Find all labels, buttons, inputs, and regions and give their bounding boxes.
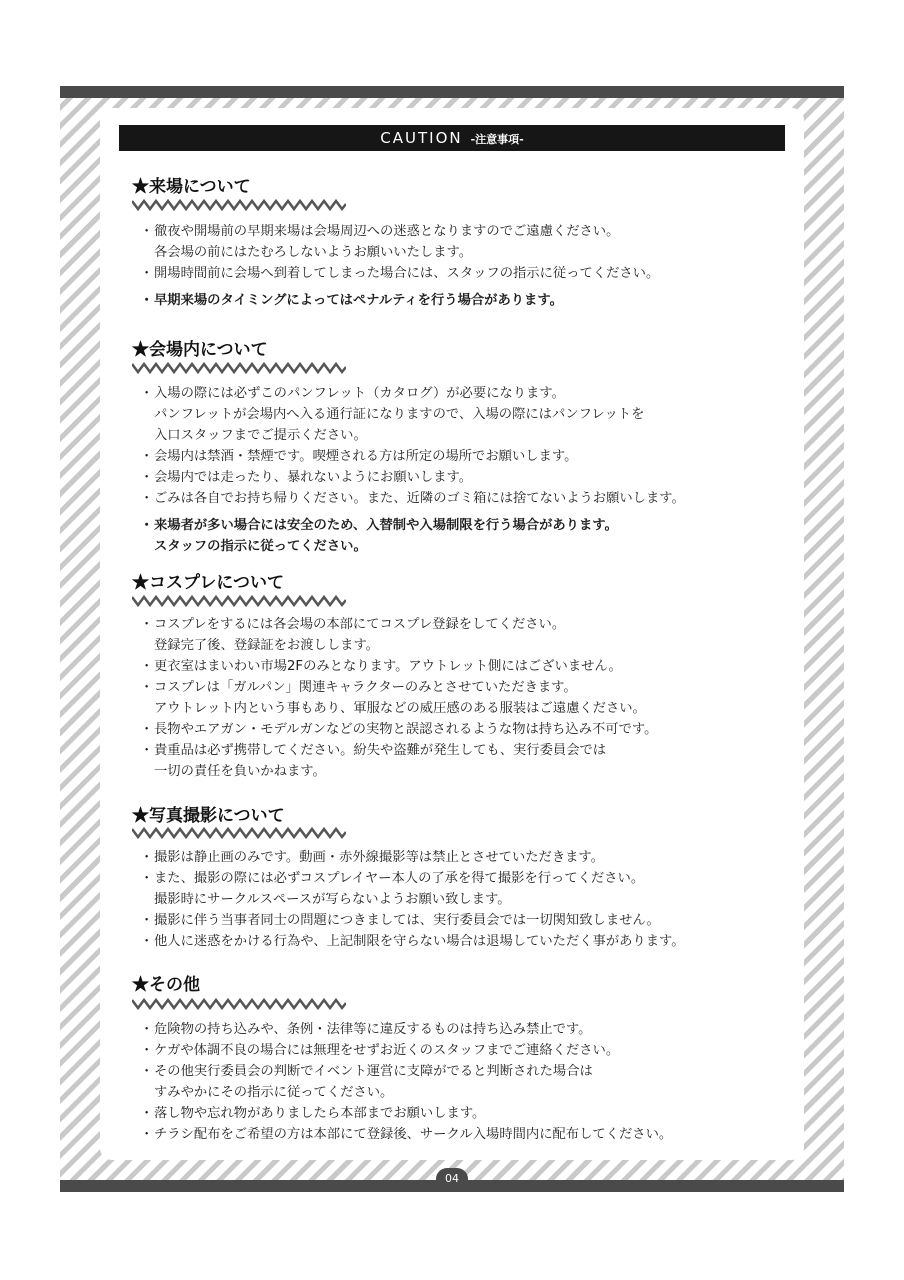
section-list-photography [140,847,790,952]
section-list-venue [140,383,790,557]
list-item: ・入場の際には必ずこのパンフレット（カタログ）が必要になります。 パンフレットが会場内へ入る通行証になりますので、入場の際にはパンフレットを 入口スタッフまでご提示ください。 [140,386,645,443]
section-title-photography: ★写真撮影について [132,806,285,826]
section-title-arrival: ★来場について [132,177,251,197]
list-item: ・コスプレは「ガルパン」関連キャラクターのみとさせていただきます。 アウトレット内という事もあり、軍服などの威圧感のある服装はご遠慮ください。 [140,680,646,716]
section-list-arrival [140,221,790,311]
list-item: ・ごみは各自でお持ち帰りください。また、近隣のゴミ箱には捨てないようお願いします。 [140,491,685,506]
list-item: ・徹夜や開場前の早期来場は会場周辺への迷惑となりますのでご遠慮ください。 各会場の前にはたむろしないようお願いいたします。 [140,224,620,260]
list-item-emphasis: ・早期来場のタイミングによってはペナルティを行う場合があります。 [140,293,563,308]
section-list-cosplay [140,614,790,782]
caution-header [119,125,785,151]
caution-title-en: CAUTION [380,129,463,147]
list-item: ・他人に迷惑をかける行為や、上記制限を守らない場合は退場していただく事があります。 [140,934,685,949]
list-item: ・会場内では走ったり、暴れないようにお願いします。 [140,470,473,485]
list-item: ・貴重品は必ず携帯してください。紛失や盗難が発生しても、実行委員会では 一切の責任を負いかねます。 [140,743,607,779]
page-number: 04 [436,1168,468,1190]
zigzag-divider [132,198,346,212]
list-item: ・撮影は静止画のみです。動画・赤外線撮影等は禁止とさせていただきます。 [140,850,604,865]
list-item: ・開場時間前に会場へ到着してしまった場合には、スタッフの指示に従ってください。 [140,266,660,281]
section-title-other: ★その他 [132,975,200,995]
list-item: ・また、撮影の際には必ずコスプレイヤー本人の了承を得て撮影を行ってください。 撮影時にサークルスペースが写らないようお願い致します。 [140,871,645,907]
list-item: ・ケガや体調不良の場合には無理をせずお近くのスタッフまでご連絡ください。 [140,1043,620,1058]
list-item: ・長物やエアガン・モデルガンなどの実物と誤認されるような物は持ち込み不可です。 [140,722,658,737]
caution-title-jp: -注意事項- [470,133,524,146]
section-title-venue: ★会場内について [132,340,268,360]
zigzag-divider [132,826,346,840]
list-item: ・落し物や忘れ物がありましたら本部までお願いします。 [140,1106,486,1121]
section-title-cosplay: ★コスプレについて [132,573,284,593]
list-item: ・危険物の持ち込みや、条例・法律等に違反するものは持ち込み禁止です。 [140,1022,592,1037]
list-item-emphasis: ・来場者が多い場合には安全のため、入替制や入場制限を行う場合があります。 スタッフの指示に従ってください。 [140,518,618,554]
list-item: ・コスプレをするには各会場の本部にてコスプレ登録をしてください。 登録完了後、登録証をお渡しします。 [140,617,566,653]
top-border-bar [60,86,844,98]
section-list-other [140,1019,790,1145]
list-item: ・更衣室はまいわい市場2Fのみとなります。アウトレット側にはございません。 [140,659,622,674]
list-item: ・撮影に伴う当事者同士の問題につきましては、実行委員会では一切関知致しません。 [140,913,660,928]
list-item: ・会場内は禁酒・禁煙です。喫煙される方は所定の場所でお願いします。 [140,449,578,464]
list-item: ・その他実行委員会の判断でイベント運営に支障がでると判断された場合は すみやかにその指示に従ってください。 [140,1064,593,1100]
zigzag-divider [132,997,346,1011]
zigzag-divider [132,361,346,375]
list-item: ・チラシ配布をご希望の方は本部にて登録後、サークル入場時間内に配布してください。 [140,1127,673,1142]
zigzag-divider [132,594,346,608]
